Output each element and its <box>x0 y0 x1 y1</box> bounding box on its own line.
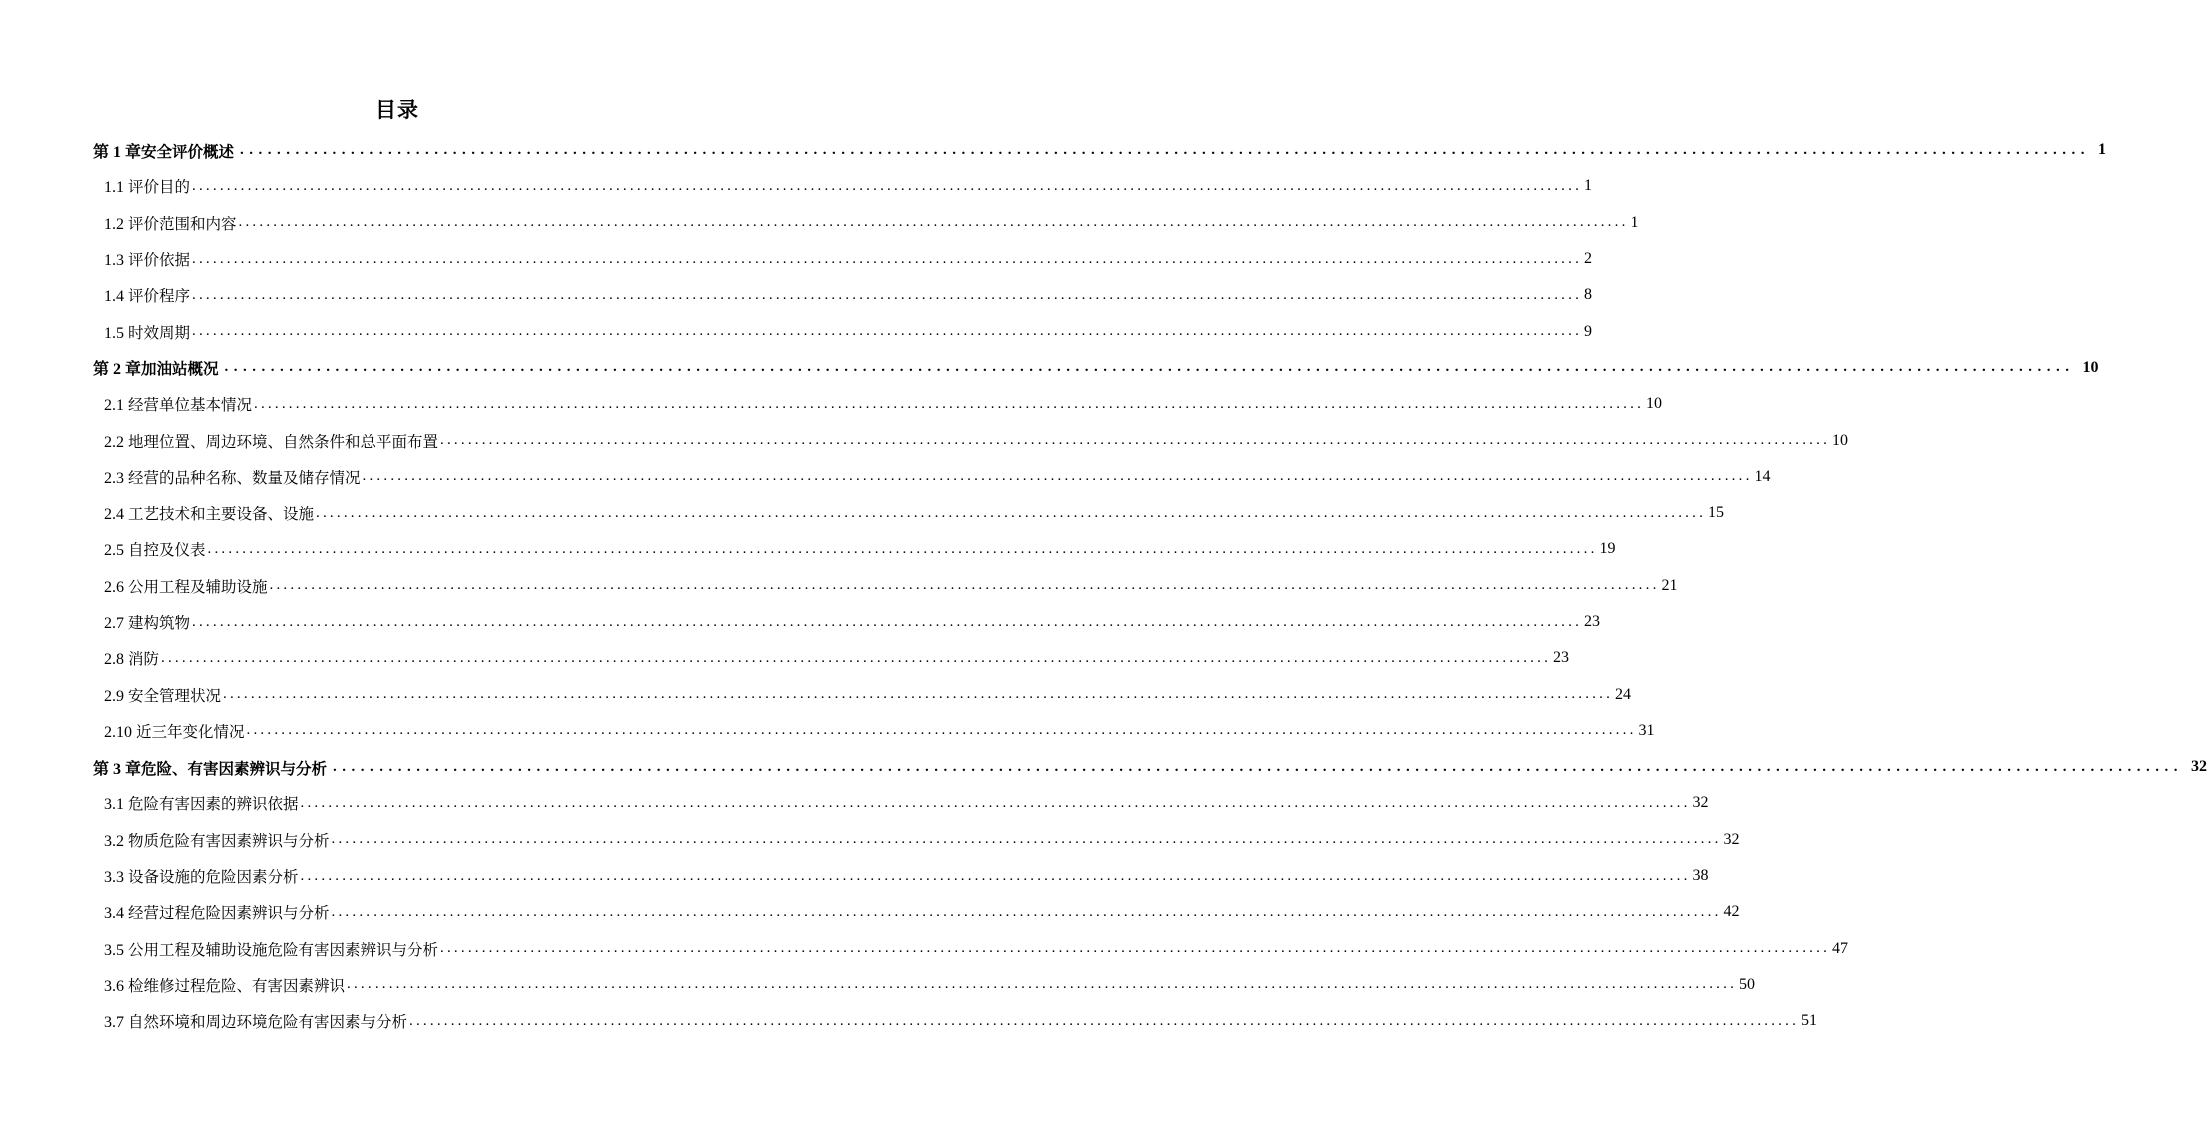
entry-label <box>104 175 190 197</box>
entry-title: 物质危险有害因素辨识与分析 <box>128 831 330 850</box>
toc-section-entry[interactable] <box>0 386 1663 422</box>
dot-leader: ........................................................................................................................................................................................................ <box>409 1012 1800 1029</box>
page-number: 32 <box>1723 830 1740 848</box>
entry-label <box>93 756 327 779</box>
dot-leader: ........................................................................................................................................................................................................ <box>300 867 1691 884</box>
page-number: 23 <box>1584 613 1601 630</box>
toc-section-entry[interactable] <box>0 822 1740 858</box>
dot-leader: ........................................................................................................................................................................................................ <box>207 540 1598 557</box>
page-number: 9 <box>1584 322 1593 340</box>
page-number: 19 <box>1599 540 1616 558</box>
toc-chapter-entry[interactable] <box>0 350 2099 386</box>
dot-leader: ........................................................................................................................................................................................................ <box>362 468 1753 485</box>
entry-title: 评价程序 <box>128 287 191 306</box>
entry-label <box>104 1010 407 1032</box>
page-number: 50 <box>1739 975 1756 993</box>
entry-label <box>104 938 438 960</box>
entry-number: 1.4 <box>104 288 124 306</box>
toc-section-entry[interactable] <box>0 858 1709 894</box>
dot-leader: ........................................................................................................................................................................................................ <box>331 831 1722 848</box>
entry-label <box>104 393 252 415</box>
dot-leader: ........................................................................................................................................................................................................ <box>254 395 1645 412</box>
page-number: 42 <box>1723 903 1740 921</box>
entry-title: 公用工程及辅助设施 <box>128 577 268 596</box>
page-number: 21 <box>1661 576 1678 594</box>
page-number: 47 <box>1832 939 1849 957</box>
page-number: 10 <box>1832 431 1849 449</box>
entry-number: 3.2 <box>104 832 124 850</box>
entry-number: 3.1 <box>104 796 124 814</box>
page-number: 15 <box>1708 504 1725 522</box>
entry-label <box>104 430 438 452</box>
entry-title: 检维修过程危险、有害因素辨识 <box>128 976 346 995</box>
entry-number: 第 2 章 <box>93 361 142 379</box>
toc-section-entry[interactable] <box>0 931 1849 967</box>
entry-number: 2.2 <box>104 433 124 451</box>
page-number: 23 <box>1553 649 1570 667</box>
entry-number: 3.4 <box>104 905 124 923</box>
entry-number: 3.7 <box>104 1014 124 1032</box>
toc-section-entry[interactable] <box>0 568 1678 604</box>
page-number: 1 <box>1630 213 1639 231</box>
toc-section-entry[interactable] <box>0 894 1740 930</box>
entry-label <box>104 792 299 814</box>
page-number: 51 <box>1801 1012 1818 1030</box>
entry-number: 1.1 <box>104 179 124 197</box>
entry-number: 2.6 <box>104 578 124 596</box>
entry-number: 第 1 章 <box>93 143 142 161</box>
entry-number: 1.5 <box>104 324 124 342</box>
entry-number: 2.7 <box>104 615 124 632</box>
entry-number: 第 3 章 <box>93 760 142 778</box>
toc-chapter-entry[interactable] <box>0 749 2207 785</box>
entry-label <box>93 356 219 379</box>
entry-label <box>104 611 190 633</box>
dot-leader: ........................................................................................................................................................................................................ <box>192 177 1583 194</box>
dot-leader: ........................................................................................................................................................................................................ <box>333 758 2184 775</box>
page-number: 1 <box>2098 141 2107 159</box>
entry-label <box>104 502 314 524</box>
entry-label <box>104 647 159 669</box>
dot-leader: ........................................................................................................................................................................................................ <box>331 903 1722 920</box>
entry-label <box>104 720 245 742</box>
dot-leader: ........................................................................................................................................................................................................ <box>240 141 2091 158</box>
page-number: 24 <box>1615 685 1632 703</box>
dot-leader: ........................................................................................................................................................................................................ <box>223 686 1614 703</box>
entry-title: 评价目的 <box>128 178 191 197</box>
page-number: 38 <box>1692 867 1709 885</box>
entry-title: 安全管理状况 <box>128 686 222 705</box>
entry-title: 建构筑物 <box>128 614 191 632</box>
entry-label <box>104 865 299 887</box>
entry-title: 工艺技术和主要设备、设施 <box>128 505 315 524</box>
dot-leader: ........................................................................................................................................................................................................ <box>238 214 1629 231</box>
entry-label <box>104 901 330 923</box>
entry-number: 3.6 <box>104 977 124 995</box>
toc-section-entry[interactable] <box>0 640 1570 676</box>
dot-leader: ........................................................................................................................................................................................................ <box>224 359 2075 376</box>
dot-leader: ........................................................................................................................................................................................................ <box>161 649 1552 666</box>
toc-section-entry[interactable] <box>0 422 1849 458</box>
dot-leader: ........................................................................................................................................................................................................ <box>269 577 1660 594</box>
page-number: 32 <box>2191 758 2207 776</box>
entry-number: 2.10 <box>104 723 132 741</box>
entry-label <box>104 321 190 343</box>
dot-leader: ........................................................................................................................................................................................................ <box>440 940 1831 957</box>
entry-label <box>104 829 330 851</box>
entry-label <box>104 466 361 488</box>
entry-title: 公用工程及辅助设施危险有害因素辨识与分析 <box>128 940 439 959</box>
page-number: 32 <box>1692 794 1709 812</box>
entry-title: 近三年变化情况 <box>136 722 245 741</box>
entry-number: 1.3 <box>104 252 124 270</box>
toc-section-entry[interactable] <box>0 205 1639 241</box>
toc-section-entry[interactable] <box>0 1003 1818 1039</box>
toc-section-entry[interactable] <box>0 495 1725 531</box>
page-number: 2 <box>1584 250 1593 268</box>
toc-section-entry[interactable] <box>0 604 1601 640</box>
dot-leader: ........................................................................................................................................................................................................ <box>347 976 1738 993</box>
entry-title: 经营过程危险因素辨识与分析 <box>128 904 330 923</box>
toc-chapter-entry[interactable] <box>0 132 2107 168</box>
entry-number: 3.3 <box>104 869 124 887</box>
entry-label <box>93 139 234 162</box>
entry-number: 2.3 <box>104 469 124 487</box>
dot-leader: ........................................................................................................................................................................................................ <box>440 432 1831 449</box>
entry-label <box>104 284 190 306</box>
entry-title: 安全评价概述 <box>141 142 235 161</box>
dot-leader: ........................................................................................................................................................................................................ <box>192 286 1583 303</box>
entry-title: 危险有害因素的辨识依据 <box>128 795 299 814</box>
dot-leader: ........................................................................................................................................................................................................ <box>300 794 1691 811</box>
entry-number: 1.2 <box>104 215 124 233</box>
dot-leader: ........................................................................................................................................................................................................ <box>192 250 1583 267</box>
page-number: 14 <box>1754 467 1771 485</box>
table-of-contents <box>0 132 2207 1039</box>
toc-section-entry[interactable] <box>0 967 1756 1003</box>
entry-title: 经营单位基本情况 <box>128 396 253 415</box>
entry-title: 评价依据 <box>128 251 191 270</box>
toc-title: 目录 <box>375 98 419 122</box>
entry-label <box>104 248 190 270</box>
toc-section-entry[interactable] <box>0 531 1616 567</box>
entry-title: 地理位置、周边环境、自然条件和总平面布置 <box>128 432 439 451</box>
toc-section-entry[interactable] <box>0 168 1593 204</box>
toc-section-entry[interactable] <box>0 313 1593 349</box>
dot-leader: ........................................................................................................................................................................................................ <box>192 323 1583 340</box>
toc-section-entry[interactable] <box>0 459 1771 495</box>
entry-title: 设备设施的危险因素分析 <box>128 868 299 887</box>
entry-label <box>104 684 221 706</box>
toc-section-entry[interactable] <box>0 676 1632 712</box>
entry-number: 3.5 <box>104 941 124 959</box>
entry-number: 2.5 <box>104 542 124 560</box>
page-number: 1 <box>1584 177 1593 195</box>
toc-section-entry[interactable] <box>0 277 1593 313</box>
entry-title: 危险、有害因素辨识与分析 <box>141 759 328 778</box>
toc-section-entry[interactable] <box>0 713 1655 749</box>
toc-section-entry[interactable] <box>0 241 1593 277</box>
entry-title: 加油站概况 <box>141 360 219 379</box>
entry-label <box>104 575 268 597</box>
entry-title: 自然环境和周边环境危险有害因素与分析 <box>128 1013 408 1032</box>
entry-title: 评价范围和内容 <box>128 214 237 233</box>
entry-number: 2.8 <box>104 651 124 669</box>
page-number: 8 <box>1584 286 1593 304</box>
toc-section-entry[interactable] <box>0 785 1709 821</box>
dot-leader: ........................................................................................................................................................................................................ <box>316 504 1707 521</box>
entry-number: 2.9 <box>104 687 124 705</box>
dot-leader: ........................................................................................................................................................................................................ <box>246 722 1637 739</box>
entry-number: 2.1 <box>104 397 124 415</box>
entry-label <box>104 974 345 996</box>
entry-label <box>104 212 237 234</box>
page-number: 31 <box>1638 721 1655 739</box>
dot-leader: ........................................................................................................................................................................................................ <box>192 613 1583 630</box>
entry-title: 自控及仪表 <box>128 541 206 560</box>
page-number: 10 <box>2082 358 2099 376</box>
entry-title: 经营的品种名称、数量及储存情况 <box>128 468 361 487</box>
page-number: 10 <box>1646 395 1663 413</box>
entry-number: 2.4 <box>104 506 124 524</box>
entry-title: 消防 <box>128 650 160 669</box>
entry-title: 时效周期 <box>128 323 191 342</box>
entry-label <box>104 538 206 560</box>
